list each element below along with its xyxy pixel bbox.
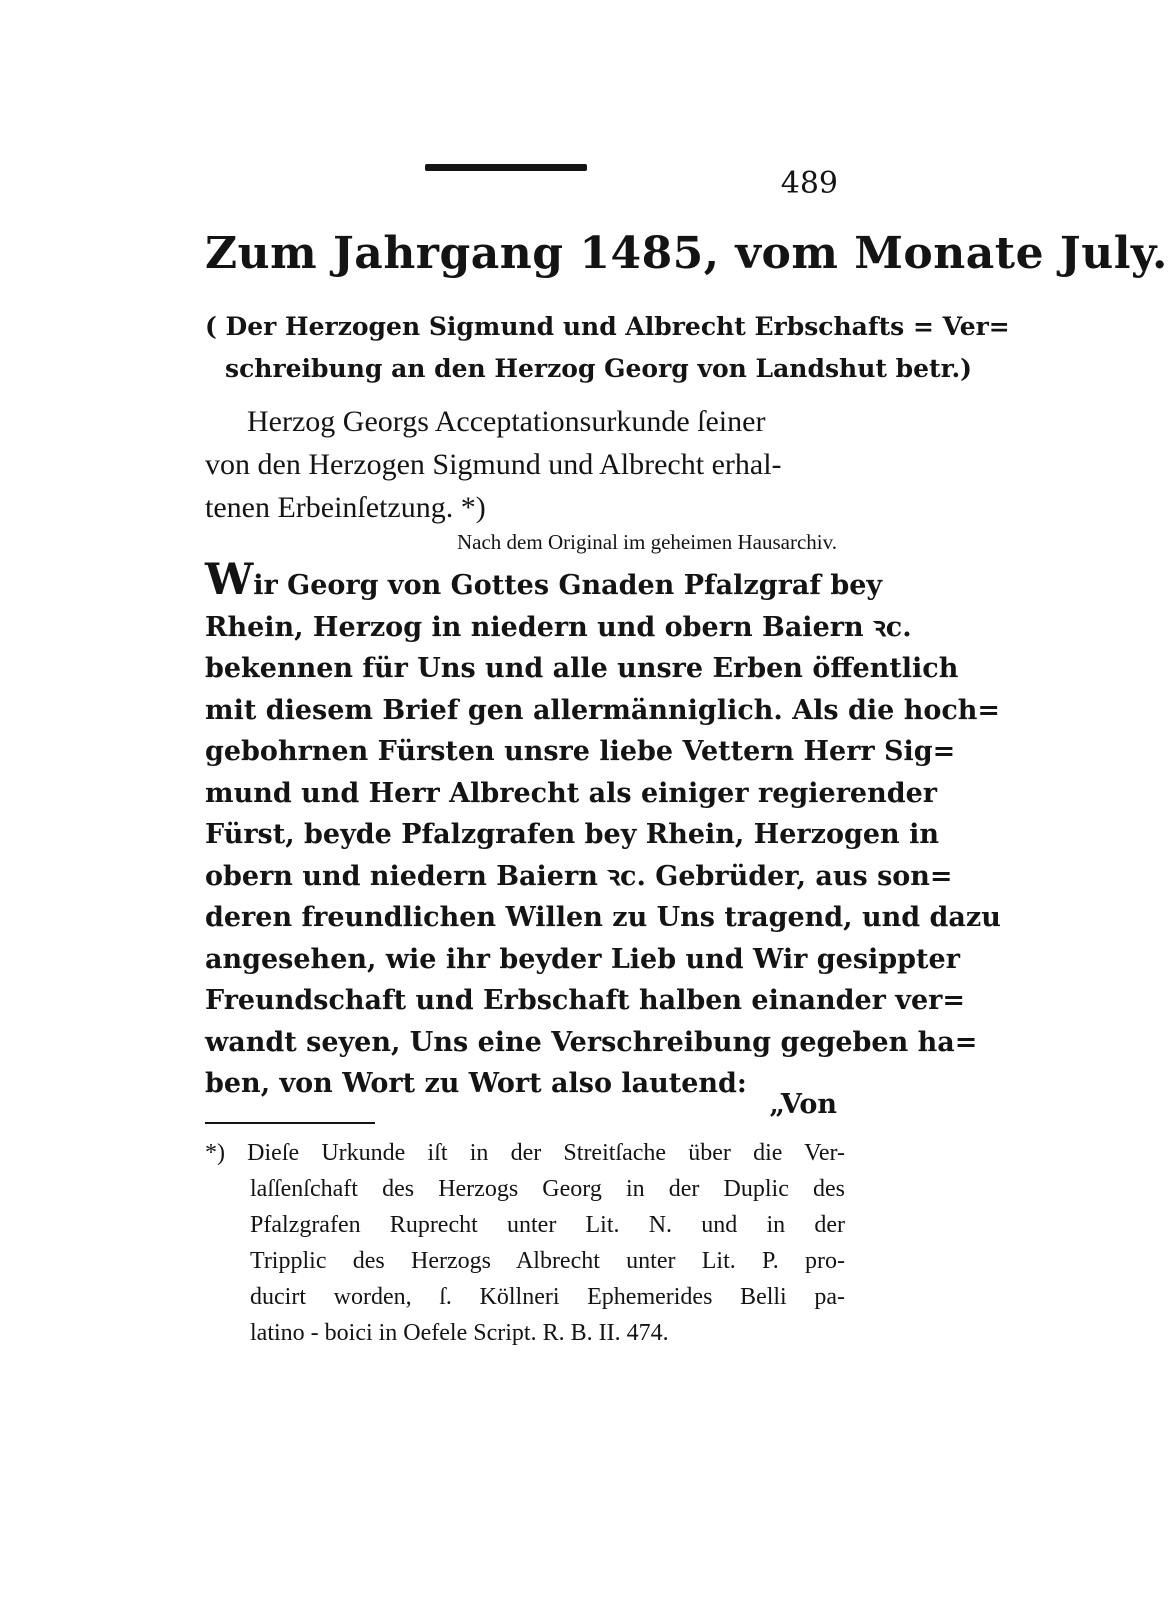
body-line: Freundschaft und Erbschaft halben einander ver= [205, 985, 966, 1016]
footnote-line: laſſenſchaft des Herzogs Georg in der Duplic des [250, 1176, 845, 1202]
footnote-rule [205, 1122, 375, 1124]
body-line: Rhein, Herzog in niedern und obern Baiern ꝛc. [205, 611, 912, 643]
body-line: angesehen, wie ihr beyder Lieb und Wir gesippter [205, 943, 960, 975]
body-line: wandt seyen, Uns eine Verschreibung gegeben ha= [205, 1026, 978, 1058]
body-line: mit diesem Brief gen allermänniglich. Als die hoch= [205, 694, 1001, 726]
footnote-line: latino - boici in Oefele Script. R. B. II. 474. [250, 1320, 669, 1346]
footnote-line: Pfalzgrafen Ruprecht unter Lit. N. und in der [250, 1212, 845, 1238]
page-title: Zum Jahrgang 1485, vom Monate July. [205, 228, 1168, 279]
footnote-line: ducirt worden, ſ. Köllneri Ephemerides Belli pa- [250, 1284, 845, 1310]
footnote [205, 1135, 845, 1351]
heading-line: Herzog Georgs Acceptationsurkunde ſeiner [247, 405, 766, 438]
body-line: Fürst, beyde Pfalzgrafen bey Rhein, Herzogen in [205, 819, 939, 850]
document-heading [205, 400, 845, 529]
footnote-line: Tripplic des Herzogs Albrecht unter Lit. P. pro- [250, 1248, 845, 1274]
body-line: deren freundlichen Willen zu Uns tragend, und dazu [205, 902, 1001, 933]
body-line-text: ir Georg von Gottes Gnaden Pfalzgraf bey [253, 570, 883, 601]
subtitle-line: schreibung an den Herzog Georg von Landshut betr.) [225, 354, 972, 383]
subtitle [205, 306, 1010, 390]
footnote-line: *) Dieſe Urkunde iſt in der Streitſache über die Ver- [205, 1140, 845, 1166]
body-line: ben, von Wort zu Wort also lautend: [205, 1068, 747, 1099]
source-note: Nach dem Original im geheimen Hausarchiv. [456, 530, 837, 554]
drop-cap: W [205, 555, 254, 605]
heading-line: von den Herzogen Sigmund und Albrecht erhal- [205, 448, 782, 481]
page-number: 489 [780, 166, 838, 201]
catchword: „Von [769, 1089, 837, 1120]
header-rule [425, 164, 587, 171]
subtitle-line: ( Der Herzogen Sigmund und Albrecht Erbschafts = Ver= [205, 312, 1010, 341]
body-line: obern und niedern Baiern ꝛc. Gebrüder, aus son= [205, 860, 953, 892]
body-text [205, 555, 1001, 1105]
body-line [205, 555, 883, 607]
body-line: gebohrnen Fürsten unsre liebe Vettern Herr Sig= [205, 736, 956, 767]
heading-line: tenen Erbeinſetzung. *) [205, 491, 486, 524]
body-line: mund und Herr Albrecht als einiger regierender [205, 777, 938, 809]
body-line: bekennen für Uns und alle unsre Erben öffentlich [205, 653, 959, 684]
